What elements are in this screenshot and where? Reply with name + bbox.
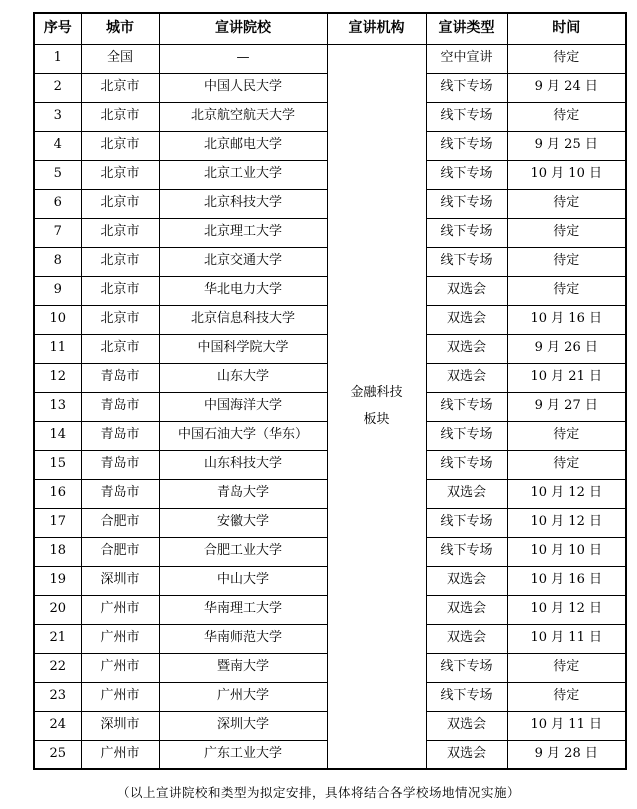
cell-type: 双选会 [426,740,507,769]
cell-index: 5 [34,160,81,189]
cell-type: 线下专场 [426,102,507,131]
cell-index: 24 [34,711,81,740]
cell-school: 北京科技大学 [159,189,327,218]
cell-school: 华北电力大学 [159,276,327,305]
cell-time: 10 月 16 日 [507,305,626,334]
cell-index: 19 [34,566,81,595]
cell-index: 12 [34,363,81,392]
cell-school: 中国海洋大学 [159,392,327,421]
cell-city: 北京市 [81,247,159,276]
cell-type: 双选会 [426,305,507,334]
cell-school: 北京理工大学 [159,218,327,247]
cell-index: 1 [34,44,81,73]
cell-index: 3 [34,102,81,131]
cell-city: 广州市 [81,682,159,711]
cell-index: 14 [34,421,81,450]
cell-school: 中山大学 [159,566,327,595]
cell-school: 北京信息科技大学 [159,305,327,334]
cell-type: 双选会 [426,334,507,363]
cell-school: 安徽大学 [159,508,327,537]
cell-type: 线下专场 [426,247,507,276]
cell-time: 9 月 24 日 [507,73,626,102]
cell-type: 双选会 [426,363,507,392]
cell-city: 北京市 [81,189,159,218]
cell-time: 9 月 25 日 [507,131,626,160]
cell-time: 待定 [507,189,626,218]
cell-time: 10 月 11 日 [507,624,626,653]
cell-school: — [159,44,327,73]
cell-index: 25 [34,740,81,769]
cell-index: 17 [34,508,81,537]
cell-school: 华南师范大学 [159,624,327,653]
cell-time: 待定 [507,421,626,450]
cell-type: 线下专场 [426,421,507,450]
cell-city: 青岛市 [81,363,159,392]
cell-index: 15 [34,450,81,479]
cell-type: 双选会 [426,595,507,624]
cell-time: 待定 [507,682,626,711]
cell-type: 线下专场 [426,392,507,421]
cell-school: 北京工业大学 [159,160,327,189]
cell-type: 线下专场 [426,73,507,102]
cell-school: 北京邮电大学 [159,131,327,160]
header-city: 城市 [81,13,159,44]
cell-city: 北京市 [81,276,159,305]
cell-city: 合肥市 [81,508,159,537]
cell-index: 13 [34,392,81,421]
header-type: 宣讲类型 [426,13,507,44]
cell-time: 待定 [507,653,626,682]
cell-city: 青岛市 [81,450,159,479]
cell-type: 线下专场 [426,218,507,247]
cell-city: 北京市 [81,218,159,247]
cell-type: 线下专场 [426,682,507,711]
cell-index: 21 [34,624,81,653]
cell-time: 10 月 12 日 [507,595,626,624]
cell-city: 广州市 [81,624,159,653]
cell-school: 青岛大学 [159,479,327,508]
cell-school: 北京航空航天大学 [159,102,327,131]
cell-index: 4 [34,131,81,160]
cell-school: 华南理工大学 [159,595,327,624]
cell-time: 10 月 11 日 [507,711,626,740]
cell-city: 广州市 [81,740,159,769]
cell-school: 暨南大学 [159,653,327,682]
cell-city: 广州市 [81,595,159,624]
cell-index: 2 [34,73,81,102]
cell-index: 11 [34,334,81,363]
organization-label: 金融科技板块 [350,385,403,428]
cell-school: 中国人民大学 [159,73,327,102]
cell-time: 10 月 10 日 [507,160,626,189]
cell-time: 待定 [507,218,626,247]
cell-time: 待定 [507,450,626,479]
cell-organization [327,44,426,769]
header-organization: 宣讲机构 [327,13,426,44]
cell-city: 广州市 [81,653,159,682]
cell-time: 10 月 16 日 [507,566,626,595]
cell-type: 双选会 [426,624,507,653]
cell-time: 10 月 10 日 [507,537,626,566]
cell-index: 8 [34,247,81,276]
cell-time: 10 月 21 日 [507,363,626,392]
cell-type: 线下专场 [426,189,507,218]
cell-index: 7 [34,218,81,247]
header-time: 时间 [507,13,626,44]
cell-type: 线下专场 [426,450,507,479]
cell-school: 广州大学 [159,682,327,711]
cell-time: 待定 [507,102,626,131]
header-row [34,13,626,44]
cell-index: 18 [34,537,81,566]
cell-city: 青岛市 [81,479,159,508]
cell-city: 北京市 [81,334,159,363]
cell-time: 待定 [507,276,626,305]
cell-time: 9 月 28 日 [507,740,626,769]
cell-school: 合肥工业大学 [159,537,327,566]
cell-time: 10 月 12 日 [507,479,626,508]
cell-index: 20 [34,595,81,624]
cell-index: 10 [34,305,81,334]
cell-time: 9 月 26 日 [507,334,626,363]
cell-city: 合肥市 [81,537,159,566]
cell-index: 23 [34,682,81,711]
cell-school: 山东大学 [159,363,327,392]
cell-school: 北京交通大学 [159,247,327,276]
cell-type: 线下专场 [426,508,507,537]
cell-school: 深圳大学 [159,711,327,740]
cell-city: 深圳市 [81,566,159,595]
cell-index: 16 [34,479,81,508]
cell-city: 北京市 [81,160,159,189]
cell-city: 全国 [81,44,159,73]
cell-type: 空中宣讲 [426,44,507,73]
cell-index: 22 [34,653,81,682]
table-row [34,44,626,73]
cell-school: 广东工业大学 [159,740,327,769]
cell-city: 北京市 [81,73,159,102]
header-index: 序号 [34,13,81,44]
schedule-table [33,12,627,770]
cell-city: 青岛市 [81,421,159,450]
cell-type: 线下专场 [426,131,507,160]
cell-type: 线下专场 [426,537,507,566]
cell-index: 9 [34,276,81,305]
cell-time: 待定 [507,247,626,276]
cell-city: 北京市 [81,305,159,334]
cell-school: 中国科学院大学 [159,334,327,363]
cell-school: 中国石油大学（华东） [159,421,327,450]
cell-type: 双选会 [426,566,507,595]
cell-time: 待定 [507,44,626,73]
cell-school: 山东科技大学 [159,450,327,479]
cell-city: 青岛市 [81,392,159,421]
cell-type: 双选会 [426,276,507,305]
header-school: 宣讲院校 [159,13,327,44]
cell-type: 线下专场 [426,160,507,189]
cell-city: 深圳市 [81,711,159,740]
cell-time: 9 月 27 日 [507,392,626,421]
cell-index: 6 [34,189,81,218]
cell-type: 线下专场 [426,653,507,682]
footer-note: （以上宣讲院校和类型为拟定安排，具体将结合各学校场地情况实施） [116,785,520,800]
cell-time: 10 月 12 日 [507,508,626,537]
cell-type: 双选会 [426,711,507,740]
cell-city: 北京市 [81,131,159,160]
cell-type: 双选会 [426,479,507,508]
cell-city: 北京市 [81,102,159,131]
